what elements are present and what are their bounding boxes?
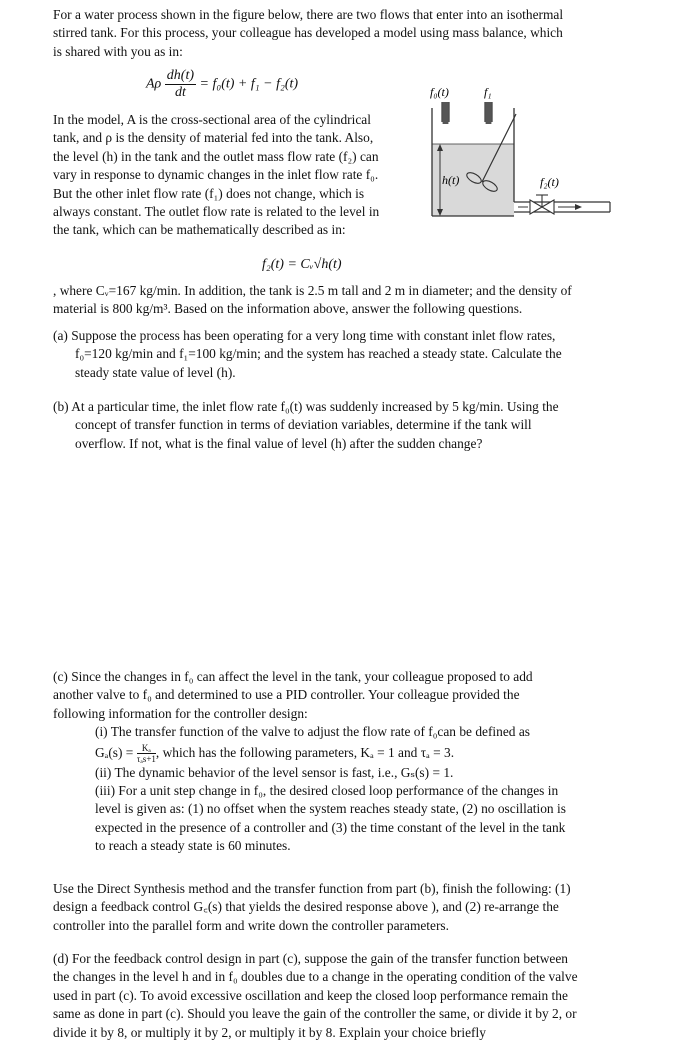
model-eq-denominator: dt <box>174 85 186 100</box>
model-eq-numerator: dh(t) <box>166 68 194 83</box>
desc-line: the level (h) in the tank and the outlet mass flow rate (f₂) can <box>53 148 379 164</box>
part-c <box>53 668 653 856</box>
part-d <box>53 950 663 1042</box>
part-b <box>53 398 653 453</box>
model-eq-prefix: Aρ <box>146 76 162 92</box>
part-c-item-iii: (iii) For a unit step change in f₀, the desired closed loop performance of the changes in <box>95 783 559 799</box>
part-a-line: f₀=120 kg/min and f₁=100 kg/min; and the system has reached a steady state. Calculate the <box>75 346 562 362</box>
part-c-item-iii: level is given as: (1) no offset when the system reaches steady state, (2) no oscillation is <box>95 801 566 817</box>
direct-synthesis <box>53 880 663 935</box>
desc-line: the tank, which can be mathematically described as in: <box>53 222 346 238</box>
part-d-line: divide it by 8, or multiply it by 2, or multiply it by 8. Explain your choice briefly <box>53 1024 486 1040</box>
ga-prefix: Gₐ(s) = <box>95 744 134 760</box>
f2-label: f₂(t) <box>540 175 559 189</box>
part-c-item-iii: expected in the presence of a controller and (3) the time constant of the level in the tank <box>95 819 566 835</box>
part-d-line: the changes in the level h and in f₀ doubles due to a change in the operating condition of the valve <box>53 969 578 985</box>
part-c-item-ii: (ii) The dynamic behavior of the level sensor is fast, i.e., Gₛ(s) = 1. <box>95 764 454 780</box>
f1-label: f₁ <box>484 85 492 99</box>
model-eq-rhs: = f₀(t) + f₁ − f₂(t) <box>199 76 299 92</box>
part-b-line: overflow. If not, what is the final value of level (h) after the sudden change? <box>75 435 483 451</box>
ga-numerator: Kₐ <box>137 743 156 754</box>
part-c-line: (c) Since the changes in f₀ can affect the level in the tank, your colleague proposed to add <box>53 669 533 684</box>
model-eq-fraction <box>165 68 196 101</box>
valve-transfer-function <box>53 742 653 764</box>
direct-synthesis-line: design a feedback control G꜀(s) that yields the desired response above ), and (2) re-arrange the <box>53 899 559 915</box>
level-label: h(t) <box>442 173 460 187</box>
desc-line: vary in response to dynamic changes in the inlet flow rate f₀. <box>53 167 379 183</box>
part-a-line: steady state value of level (h). <box>75 364 236 380</box>
where-paragraph <box>53 282 653 319</box>
part-d-line: (d) For the feedback control design in part (c), suppose the gain of the transfer function between <box>53 951 568 966</box>
f1-inlet-pipe <box>485 102 492 124</box>
part-a-line: (a) Suppose the process has been operating for a very long time with constant inlet flow rates, <box>53 328 556 343</box>
direct-synthesis-line: controller into the parallel form and write down the controller parameters. <box>53 917 449 933</box>
tank-diagram <box>418 78 618 223</box>
ga-suffix: , which has the following parameters, Kₐ = 1 and τₐ = 3. <box>155 744 455 760</box>
desc-line: But the other inlet flow rate (f₁) does not change, which is <box>53 185 365 201</box>
model-description <box>53 111 423 240</box>
f0-inlet-pipe <box>442 102 449 124</box>
intro-line: is shared with you as in: <box>53 43 183 59</box>
desc-line: tank, and ρ is the density of material fed into the tank. Also, <box>53 130 374 146</box>
desc-line: In the model, A is the cross-sectional area of the cylindrical <box>53 112 371 127</box>
part-c-item-i: (i) The transfer function of the valve to adjust the flow rate of f₀can be defined as <box>95 724 530 740</box>
f0-label: f₀(t) <box>430 85 449 99</box>
part-c-item-iii: to reach a steady state is 60 minutes. <box>95 838 291 854</box>
part-a <box>53 327 653 382</box>
tank-body <box>432 108 514 216</box>
ga-denominator: τₐs+1 <box>136 754 156 765</box>
intro-line: For a water process shown in the figure below, there are two flows that enter into an isothermal <box>53 7 564 22</box>
part-b-line: (b) At a particular time, the inlet flow rate f₀(t) was suddenly increased by 5 kg/min. Using the <box>53 399 559 414</box>
desc-line: always constant. The outlet flow rate is related to the level in <box>53 204 380 220</box>
part-b-line: concept of transfer function in terms of deviation variables, determine if the tank will <box>75 417 532 433</box>
outlet-flow-arrow <box>558 204 582 210</box>
part-c-line: following information for the controller design: <box>53 705 308 721</box>
outlet-equation: f₂(t) = Cᵥ√h(t) <box>262 257 342 272</box>
where-line: material is 800 kg/m³. Based on the information above, answer the following questions. <box>53 301 523 317</box>
part-d-line: same as done in part (c). Should you leave the gain of the controller the same, or divide it by 2, or <box>53 1006 577 1022</box>
intro-paragraph <box>53 6 653 61</box>
intro-line: stirred tank. For this process, your colleague has developed a model using mass balance, which <box>53 25 563 41</box>
outlet-valve <box>530 195 554 214</box>
model-equation <box>146 68 298 101</box>
direct-synthesis-line: Use the Direct Synthesis method and the transfer function from part (b), finish the following: (1) <box>53 881 571 896</box>
part-c-line: another valve to f₀ and determined to use a PID controller. Your colleague provided the <box>53 687 520 703</box>
where-line: , where Cᵥ=167 kg/min. In addition, the tank is 2.5 m tall and 2 m in diameter; and the density of <box>53 283 572 298</box>
ga-fraction <box>137 743 156 764</box>
part-d-line: used in part (c). To avoid excessive oscillation and keep the closed loop performance remain the <box>53 987 568 1003</box>
